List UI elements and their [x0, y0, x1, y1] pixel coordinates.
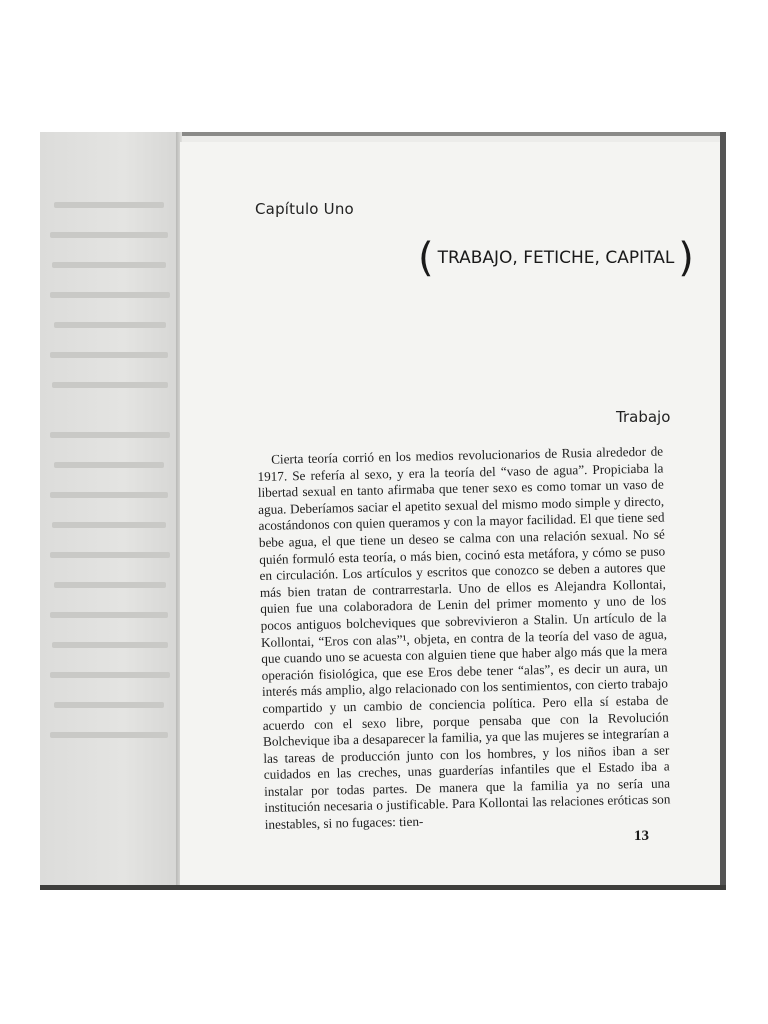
- scan-right-edge: [720, 132, 726, 890]
- chapter-label: Capítulo Uno: [255, 200, 354, 218]
- close-parenthesis: ): [678, 235, 694, 281]
- open-parenthesis: (: [418, 235, 434, 281]
- facing-page-bleedthrough: [40, 132, 180, 890]
- scan-bottom-edge: [40, 885, 726, 890]
- page-number: 13: [634, 828, 649, 844]
- book-page: [180, 142, 726, 890]
- scanned-page-spread: [40, 132, 726, 890]
- body-paragraph: Cierta teoría corrió en los medios revolucionarios de Rusia alrededor de 1917. Se refería al sexo, y era la teoría del “vaso de agua”. Propiciaba la libertad sexual en tanto afirmaba que tener sexo es como tomar un vaso de agua. Deberíamos saciar el apetito sexual del mismo modo simple y directo, acostándonos con quien queramos y con la mayor facilidad. El que tiene sed bebe agua, el que tiene un deseo se calma con una relación sexual. No sé quién formuló esta teoría, o más bien, cocinó esta metáfora, y cómo se puso en circulación. Los artículos y escritos que conozco se deben a autores que más bien tratan de contrarrestarla. Uno de ellos es Alejandra Kollontai, quien fue una colaboradora de Lenin del primer momento y uno de los pocos antiguos bolcheviques que sobrevivieron a Stalin. Un artículo de la Kollontai, “Eros con alas”¹, objeta, en contra de la teoría del vaso de agua, que cuando uno se acuesta con alguien tiene que haber algo más que la mera operación fisiológica, que ese Eros debe tener “alas”, es decir un aura, un interés más amplio, algo relacionado con los sentimientos, con cierto trabajo compartido y un cambio de conciencia política. Pero ella sí estaba de acuerdo con el sexo libre, porque pensaba que con la Revolución Bolchevique iba a desaparecer la familia, ya que las mujeres se integrarían a las tareas de producción junto con los hombres, y los niños iban a ser cuidados en las creches, unas guarderías infantiles que el Estado iba a instalar por todas partes. De manera que la familia ya no sería una institución necesaria o justificable. Para Kollontai las relaciones eróticas son inestables, si no fugaces: tien-: [257, 443, 671, 832]
- section-title: Trabajo: [616, 408, 671, 426]
- chapter-title-text: TRABAJO, FETICHE, CAPITAL: [437, 248, 675, 268]
- chapter-title: [418, 235, 694, 281]
- body-text: [257, 443, 671, 833]
